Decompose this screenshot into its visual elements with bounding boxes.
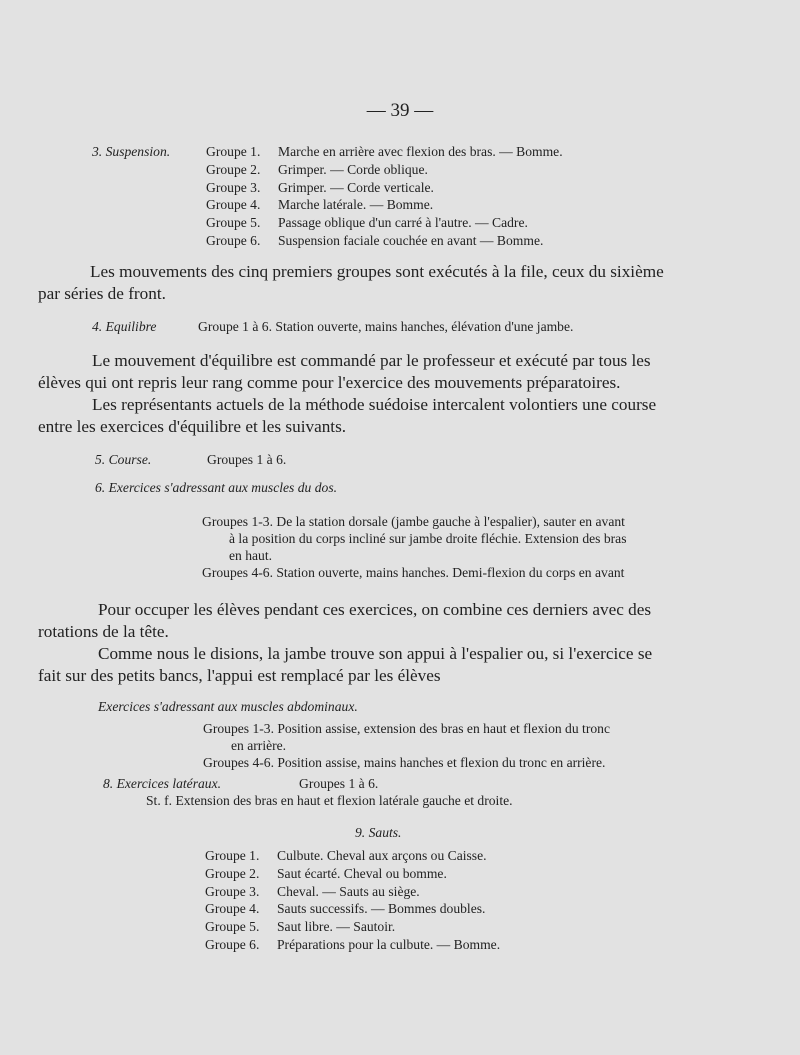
list-item bbox=[206, 214, 563, 232]
list-item bbox=[205, 900, 500, 918]
group-label: Groupe 3. bbox=[206, 179, 261, 195]
group-text: Saut libre. — Sautoir. bbox=[277, 919, 396, 935]
group-text: Saut écarté. Cheval ou bomme. bbox=[277, 865, 447, 881]
paragraph-3-line-4: fait sur des petits bancs, l'appui est remplacé par les élèves bbox=[38, 666, 441, 685]
section-6-line-3: en haut. bbox=[229, 548, 273, 563]
section-6-title: 6. Exercices s'adressant aux muscles du dos. bbox=[95, 480, 338, 495]
page-number: — 39 — bbox=[366, 100, 434, 121]
group-text: Sauts successifs. — Bommes doubles. bbox=[277, 901, 486, 917]
group-label: Groupe 6. bbox=[205, 936, 260, 952]
paragraph-2-line-1: Le mouvement d'équilibre est commandé par le professeur et exécuté par tous les bbox=[92, 351, 651, 370]
section-5-text: Groupes 1 à 6. bbox=[207, 452, 287, 467]
paragraph-1-line-1: Les mouvements des cinq premiers groupes sont exécutés à la file, ceux du sixième bbox=[90, 262, 664, 281]
list-item bbox=[205, 936, 500, 954]
group-label: Groupe 3. bbox=[205, 883, 260, 899]
list-item bbox=[206, 232, 563, 250]
group-label: Groupe 5. bbox=[205, 919, 260, 935]
section-4-title: 4. Equilibre bbox=[92, 319, 157, 334]
section-8-title: 8. Exercices latéraux. bbox=[103, 776, 222, 791]
section-7-line-3: Groupes 4-6. Position assise, mains hanches et flexion du tronc en arrière. bbox=[203, 755, 606, 770]
list-item bbox=[205, 883, 500, 901]
group-label: Groupe 2. bbox=[206, 161, 261, 177]
section-3-list bbox=[206, 143, 563, 250]
group-text: Grimper. — Corde oblique. bbox=[278, 161, 428, 177]
group-label: Groupe 1. bbox=[205, 848, 260, 863]
group-text: Préparations pour la culbute. — Bomme. bbox=[277, 936, 501, 952]
section-6-line-4: Groupes 4-6. Station ouverte, mains hanches. Demi-flexion du corps en avant bbox=[202, 565, 625, 580]
group-text: Grimper. — Corde verticale. bbox=[278, 179, 434, 195]
paragraph-2-line-4: entre les exercices d'équilibre et les suivants. bbox=[38, 417, 347, 436]
section-7-line-2: en arrière. bbox=[231, 738, 287, 753]
group-label: Groupe 5. bbox=[206, 215, 261, 231]
group-text: Suspension faciale couchée en avant — Bomme. bbox=[278, 232, 544, 248]
group-label: Groupe 6. bbox=[206, 232, 261, 248]
section-3-title: 3. Suspension. bbox=[92, 144, 171, 159]
section-5-title: 5. Course. bbox=[95, 452, 152, 467]
section-7-line-1: Groupes 1-3. Position assise, extension des bras en haut et flexion du tronc bbox=[203, 721, 610, 736]
group-text: Passage oblique d'un carré à l'autre. — Cadre. bbox=[278, 215, 528, 231]
section-7-title: Exercices s'adressant aux muscles abdominaux. bbox=[98, 699, 358, 714]
section-9-list bbox=[205, 847, 500, 954]
group-label: Groupe 1. bbox=[206, 144, 261, 159]
section-6-line-2: à la position du corps incliné sur jambe droite fléchie. Extension des bras bbox=[229, 531, 627, 546]
list-item bbox=[206, 161, 563, 179]
list-item bbox=[206, 143, 563, 161]
section-6-line-1: Groupes 1-3. De la station dorsale (jambe gauche à l'espalier), sauter en avant bbox=[202, 514, 625, 529]
section-8-line: St. f. Extension des bras en haut et flexion latérale gauche et droite. bbox=[146, 793, 513, 808]
paragraph-2-line-2: élèves qui ont repris leur rang comme pour l'exercice des mouvements préparatoires. bbox=[38, 373, 621, 392]
section-8-text: Groupes 1 à 6. bbox=[299, 776, 379, 791]
list-item bbox=[205, 918, 500, 936]
group-text: Culbute. Cheval aux arçons ou Caisse. bbox=[277, 848, 487, 863]
group-label: Groupe 4. bbox=[206, 197, 261, 213]
group-label: Groupe 4. bbox=[205, 901, 260, 917]
paragraph-2-line-3: Les représentants actuels de la méthode suédoise intercalent volontiers une course bbox=[92, 395, 657, 414]
paragraph-3-line-1: Pour occuper les élèves pendant ces exercices, on combine ces derniers avec des bbox=[98, 600, 652, 619]
paragraph-3-line-2: rotations de la tête. bbox=[38, 622, 169, 641]
list-item bbox=[206, 179, 563, 197]
list-item bbox=[206, 196, 563, 214]
list-item bbox=[205, 847, 500, 865]
list-item bbox=[205, 865, 500, 883]
group-text: Marche en arrière avec flexion des bras. — Bomme. bbox=[278, 144, 563, 159]
paragraph-3-line-3: Comme nous le disions, la jambe trouve son appui à l'espalier ou, si l'exercice se bbox=[98, 644, 653, 663]
section-9-title: 9. Sauts. bbox=[355, 825, 402, 840]
paragraph-1-line-2: par séries de front. bbox=[38, 284, 166, 303]
group-text: Marche latérale. — Bomme. bbox=[278, 197, 434, 213]
group-label: Groupe 2. bbox=[205, 865, 260, 881]
group-text: Cheval. — Sauts au siège. bbox=[277, 883, 420, 899]
section-4-text: Groupe 1 à 6. Station ouverte, mains hanches, élévation d'une jambe. bbox=[198, 319, 574, 334]
